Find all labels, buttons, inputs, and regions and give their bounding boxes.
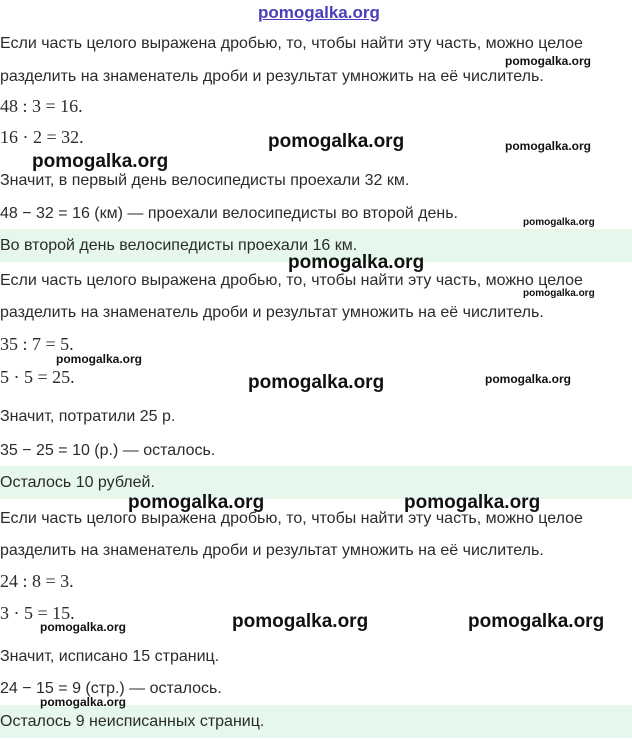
site-watermark: pomogalka.org: [288, 252, 425, 273]
answer-box: Осталось 9 неисписанных страниц.: [0, 705, 632, 738]
remaining-calculation: 35 − 25 = 10 (р.) — осталось.: [0, 442, 216, 459]
calculation-1: 35 : 7 = 5.: [0, 334, 74, 354]
conclusion-text: Значит, в первый день велосипедисты проехали 32 км.: [0, 172, 410, 189]
site-watermark: pomogalka.org: [56, 352, 143, 366]
site-watermark: pomogalka.org: [523, 217, 595, 228]
site-watermark: pomogalka.org: [40, 620, 127, 634]
rule-text-line-2: разделить на знаменатель дроби и результат умножить на её числитель.: [0, 68, 544, 85]
rule-text-line-2: разделить на знаменатель дроби и результат умножить на её числитель.: [0, 542, 544, 559]
answer-box: Осталось 10 рублей.: [0, 466, 632, 499]
calculation-2: 16 · 2 = 32.: [0, 127, 84, 147]
site-watermark: pomogalka.org: [523, 288, 595, 299]
remaining-calculation: 48 − 32 = 16 (км) — проехали велосипедисты во второй день.: [0, 205, 458, 222]
site-watermark: pomogalka.org: [404, 492, 541, 513]
site-watermark: pomogalka.org: [232, 611, 369, 632]
rule-text-line-1: Если часть целого выражена дробью, то, чтобы найти эту часть, можно целое: [0, 510, 583, 527]
conclusion-text: Значит, исписано 15 страниц.: [0, 648, 220, 665]
rule-text-line-2: разделить на знаменатель дроби и результат умножить на её числитель.: [0, 304, 544, 321]
site-watermark: pomogalka.org: [505, 54, 592, 68]
site-watermark: pomogalka.org: [128, 492, 265, 513]
site-watermark: pomogalka.org: [248, 372, 385, 393]
conclusion-text: Значит, потратили 25 р.: [0, 408, 176, 425]
rule-text-line-1: Если часть целого выражена дробью, то, чтобы найти эту часть, можно целое: [0, 35, 583, 52]
site-watermark: pomogalka.org: [468, 611, 605, 632]
rule-text-line-1: Если часть целого выражена дробью, то, чтобы найти эту часть, можно целое: [0, 272, 583, 289]
site-watermark: pomogalka.org: [505, 139, 592, 153]
site-watermark-top: pomogalka.org: [258, 3, 380, 22]
answer-box: Во второй день велосипедисты проехали 16 км.: [0, 229, 632, 262]
calculation-2: 5 · 5 = 25.: [0, 367, 75, 387]
calculation-1: 24 : 8 = 3.: [0, 571, 74, 591]
site-watermark: pomogalka.org: [32, 151, 169, 172]
calculation-2: 3 · 5 = 15.: [0, 603, 75, 623]
remaining-calculation: 24 − 15 = 9 (стр.) — осталось.: [0, 680, 222, 697]
site-watermark: pomogalka.org: [485, 372, 572, 386]
site-watermark: pomogalka.org: [268, 131, 405, 152]
calculation-1: 48 : 3 = 16.: [0, 96, 83, 116]
site-watermark: pomogalka.org: [40, 695, 127, 709]
